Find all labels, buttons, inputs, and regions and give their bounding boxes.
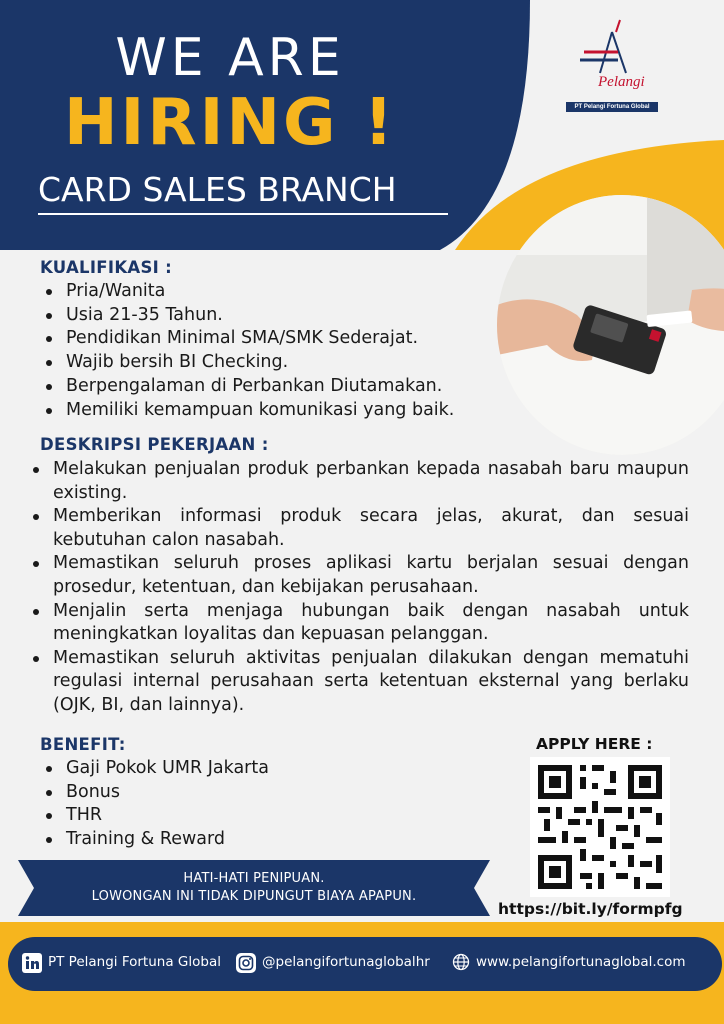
footer-linkedin-text[interactable]: PT Pelangi Fortuna Global <box>48 954 221 970</box>
benefit-list <box>40 757 440 852</box>
list-item: Menjalin serta menjaga hubungan baik dengan nasabah untuk meningkatkan loyalitas dan kepuasan pelanggan. <box>27 600 689 647</box>
footer-contact-bar <box>8 937 722 991</box>
deskripsi-list <box>27 458 689 718</box>
footer-instagram-text[interactable]: @pelangifortunaglobalhr <box>262 954 430 970</box>
list-item: Wajib bersih BI Checking. <box>40 351 500 375</box>
kualifikasi-list <box>40 280 500 422</box>
list-item: Memberikan informasi produk secara jelas, akurat, dan sesuai kebutuhan calon nasabah. <box>27 505 689 552</box>
list-item: Memiliki kemampuan komunikasi yang baik. <box>40 399 500 423</box>
warning-line-1: HATI-HATI PENIPUAN. <box>183 871 325 886</box>
hero-position: CARD SALES BRANCH <box>38 170 448 215</box>
pelangi-logo-mark <box>562 18 662 78</box>
list-item: Memastikan seluruh aktivitas penjualan dilakukan dengan mematuhi regulasi internal perusahaan serta ketentuan eksternal yang berlaku (OJK, BI, dan lainnya). <box>27 647 689 718</box>
logo-wordmark: Pelangi <box>598 74 645 90</box>
hero-hiring: HIRING ! <box>63 86 397 160</box>
benefit-title: BENEFIT: <box>40 735 126 754</box>
card-payment-photo <box>497 195 724 455</box>
list-item: Gaji Pokok UMR Jakarta <box>40 757 440 781</box>
list-item: THR <box>40 804 440 828</box>
list-item: Usia 21-35 Tahun. <box>40 304 500 328</box>
list-item: Melakukan penjualan produk perbankan kepada nasabah baru maupun existing. <box>27 458 689 505</box>
list-item: Memastikan seluruh proses aplikasi kartu berjalan sesuai dengan prosedur, ketentuan, dan kebijakan perusahaan. <box>27 552 689 599</box>
warning-line-2: LOWONGAN INI TIDAK DIPUNGUT BIAYA APAPUN. <box>91 889 417 904</box>
list-item: Bonus <box>40 781 440 805</box>
linkedin-icon[interactable] <box>22 953 42 973</box>
deskripsi-title: DESKRIPSI PEKERJAAN : <box>40 435 269 454</box>
qr-code[interactable] <box>530 757 670 897</box>
list-item: Pria/Wanita <box>40 280 500 304</box>
company-logo <box>562 18 662 118</box>
hero-we-are: WE ARE <box>115 28 345 88</box>
list-item: Pendidikan Minimal SMA/SMK Sederajat. <box>40 327 500 351</box>
list-item: Training & Reward <box>40 828 440 852</box>
apply-url[interactable]: https://bit.ly/formpfg <box>498 900 683 918</box>
globe-icon <box>452 953 472 973</box>
footer-website-text[interactable]: www.pelangifortunaglobal.com <box>476 954 686 970</box>
logo-company-bar: PT Pelangi Fortuna Global <box>566 102 658 112</box>
instagram-icon[interactable] <box>236 953 256 973</box>
list-item: Berpengalaman di Perbankan Diutamakan. <box>40 375 500 399</box>
kualifikasi-title: KUALIFIKASI : <box>40 258 173 277</box>
fraud-warning-banner <box>18 860 490 916</box>
apply-here-label: APPLY HERE : <box>536 735 653 753</box>
